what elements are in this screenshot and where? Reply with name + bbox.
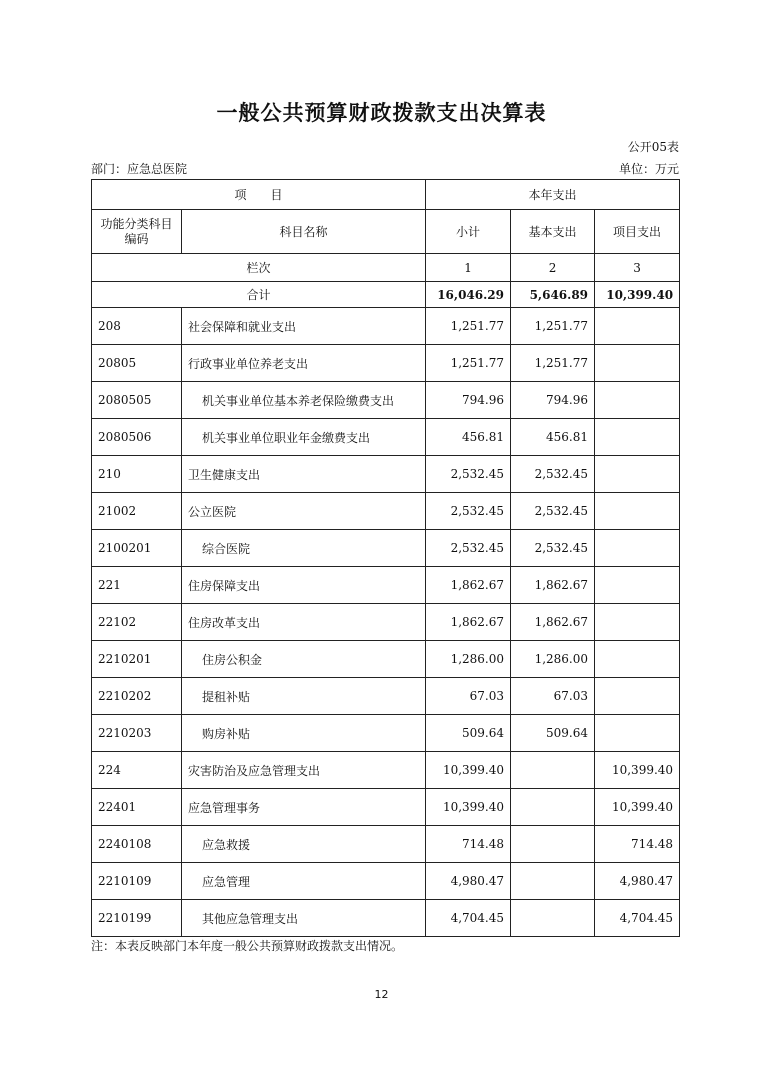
row-subtotal: 509.64 — [426, 715, 511, 752]
row-code: 2080506 — [92, 419, 182, 456]
row-name: 灾害防治及应急管理支出 — [182, 752, 426, 789]
table-row — [92, 382, 680, 419]
row-project — [595, 493, 680, 530]
table-row — [92, 900, 680, 937]
row-subtotal: 1,286.00 — [426, 641, 511, 678]
row-code: 210 — [92, 456, 182, 493]
row-basic — [511, 752, 595, 789]
header-current-year: 本年支出 — [426, 180, 680, 210]
row-code: 2240108 — [92, 826, 182, 863]
row-code: 221 — [92, 567, 182, 604]
total-basic: 5,646.89 — [511, 282, 595, 308]
column-number-2: 2 — [511, 254, 595, 282]
row-name: 机关事业单位基本养老保险缴费支出 — [182, 382, 426, 419]
row-project — [595, 308, 680, 345]
row-name: 公立医院 — [182, 493, 426, 530]
row-name: 住房公积金 — [182, 641, 426, 678]
row-project — [595, 419, 680, 456]
row-project — [595, 530, 680, 567]
row-basic: 2,532.45 — [511, 530, 595, 567]
row-basic: 509.64 — [511, 715, 595, 752]
total-project: 10,399.40 — [595, 282, 680, 308]
table-row — [92, 308, 680, 345]
expenditure-table — [91, 179, 680, 937]
row-project — [595, 604, 680, 641]
row-project: 4,980.47 — [595, 863, 680, 900]
row-name: 卫生健康支出 — [182, 456, 426, 493]
table-note: 注：本表反映部门本年度一般公共预算财政拨款支出情况。 — [91, 939, 404, 953]
row-basic: 1,251.77 — [511, 308, 595, 345]
row-basic: 2,532.45 — [511, 456, 595, 493]
row-name: 住房改革支出 — [182, 604, 426, 641]
table-row — [92, 863, 680, 900]
row-subtotal: 794.96 — [426, 382, 511, 419]
page-number: 12 — [374, 988, 389, 1001]
row-project: 714.48 — [595, 826, 680, 863]
column-number-label: 栏次 — [92, 254, 426, 282]
table-row — [92, 567, 680, 604]
row-name: 住房保障支出 — [182, 567, 426, 604]
row-basic: 1,251.77 — [511, 345, 595, 382]
header-code: 功能分类科目编码 — [92, 210, 182, 254]
unit-label: 单位：万元 — [618, 162, 679, 176]
total-label: 合计 — [92, 282, 426, 308]
total-subtotal: 16,046.29 — [426, 282, 511, 308]
table-row — [92, 419, 680, 456]
table-row — [92, 493, 680, 530]
row-basic: 794.96 — [511, 382, 595, 419]
row-basic: 2,532.45 — [511, 493, 595, 530]
table-row — [92, 678, 680, 715]
row-basic — [511, 863, 595, 900]
row-basic: 67.03 — [511, 678, 595, 715]
table-row — [92, 752, 680, 789]
row-name: 其他应急管理支出 — [182, 900, 426, 937]
page-title: 一般公共预算财政拨款支出决算表 — [216, 101, 547, 125]
row-name: 应急管理事务 — [182, 789, 426, 826]
form-number: 公开05表 — [627, 140, 679, 154]
table-row — [92, 715, 680, 752]
row-subtotal: 10,399.40 — [426, 752, 511, 789]
row-project — [595, 567, 680, 604]
row-project — [595, 678, 680, 715]
row-code: 22102 — [92, 604, 182, 641]
row-subtotal: 1,251.77 — [426, 345, 511, 382]
row-basic: 1,862.67 — [511, 604, 595, 641]
row-project — [595, 456, 680, 493]
row-subtotal: 2,532.45 — [426, 493, 511, 530]
row-basic — [511, 900, 595, 937]
header-item: 项 目 — [92, 180, 426, 210]
row-name: 综合医院 — [182, 530, 426, 567]
column-number-1: 1 — [426, 254, 511, 282]
row-subtotal: 67.03 — [426, 678, 511, 715]
row-project: 10,399.40 — [595, 789, 680, 826]
table-row — [92, 530, 680, 567]
row-basic — [511, 789, 595, 826]
header-subtotal: 小计 — [426, 210, 511, 254]
row-project — [595, 715, 680, 752]
department-label: 部门：应急总医院 — [91, 162, 188, 176]
row-subtotal: 10,399.40 — [426, 789, 511, 826]
row-name: 提租补贴 — [182, 678, 426, 715]
table-row — [92, 456, 680, 493]
header-basic: 基本支出 — [511, 210, 595, 254]
row-subtotal: 1,862.67 — [426, 567, 511, 604]
row-code: 224 — [92, 752, 182, 789]
row-project: 10,399.40 — [595, 752, 680, 789]
row-name: 应急管理 — [182, 863, 426, 900]
row-subtotal: 1,862.67 — [426, 604, 511, 641]
row-basic: 1,286.00 — [511, 641, 595, 678]
row-name: 机关事业单位职业年金缴费支出 — [182, 419, 426, 456]
row-subtotal: 1,251.77 — [426, 308, 511, 345]
row-basic: 1,862.67 — [511, 567, 595, 604]
row-subtotal: 4,980.47 — [426, 863, 511, 900]
row-basic — [511, 826, 595, 863]
table-row — [92, 789, 680, 826]
row-code: 2210201 — [92, 641, 182, 678]
row-project — [595, 345, 680, 382]
header-project: 项目支出 — [595, 210, 680, 254]
row-code: 208 — [92, 308, 182, 345]
row-code: 2210109 — [92, 863, 182, 900]
table-row — [92, 641, 680, 678]
row-code: 2100201 — [92, 530, 182, 567]
header-row-2 — [92, 210, 680, 254]
table-row — [92, 345, 680, 382]
row-code: 2210199 — [92, 900, 182, 937]
row-name: 社会保障和就业支出 — [182, 308, 426, 345]
row-subtotal: 2,532.45 — [426, 456, 511, 493]
row-basic: 456.81 — [511, 419, 595, 456]
row-code: 2210202 — [92, 678, 182, 715]
row-project — [595, 382, 680, 419]
row-project — [595, 641, 680, 678]
table-row — [92, 826, 680, 863]
header-row-1 — [92, 180, 680, 210]
row-name: 购房补贴 — [182, 715, 426, 752]
row-project: 4,704.45 — [595, 900, 680, 937]
row-subtotal: 2,532.45 — [426, 530, 511, 567]
header-name: 科目名称 — [182, 210, 426, 254]
total-row — [92, 282, 680, 308]
row-subtotal: 714.48 — [426, 826, 511, 863]
row-name: 应急救援 — [182, 826, 426, 863]
row-code: 21002 — [92, 493, 182, 530]
row-code: 20805 — [92, 345, 182, 382]
row-name: 行政事业单位养老支出 — [182, 345, 426, 382]
row-code: 2210203 — [92, 715, 182, 752]
row-subtotal: 456.81 — [426, 419, 511, 456]
column-number-3: 3 — [595, 254, 680, 282]
row-subtotal: 4,704.45 — [426, 900, 511, 937]
column-number-row — [92, 254, 680, 282]
row-code: 22401 — [92, 789, 182, 826]
table-row — [92, 604, 680, 641]
row-code: 2080505 — [92, 382, 182, 419]
